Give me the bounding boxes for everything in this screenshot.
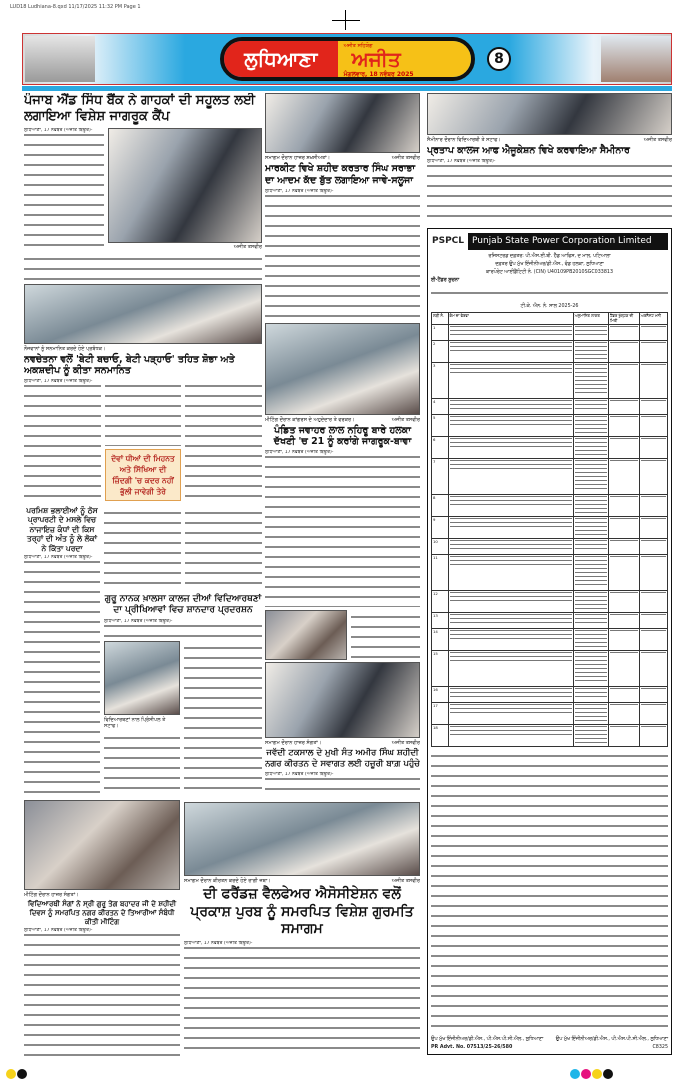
work-description xyxy=(450,630,572,642)
row-number: 3 xyxy=(432,363,449,399)
row-number: 1 xyxy=(432,325,449,341)
navchetna-headline: ਨਵਚੇਤਨਾ ਵਲੋਂ 'ਬੇਟੀ ਬਚਾਓ, ਬੇਟੀ ਪੜ੍ਹਾਓ' ਤਹਿਤ ਸ਼ੋਭਾ ਅਤੇ ਅਕਸ਼ਦੀਪ ਨੂੰ ਕੀਤਾ ਸਨਮਾਨਿਤ xyxy=(24,353,235,377)
friends-credit: ਅਜੀਤ ਤਸਵੀਰ xyxy=(391,878,420,884)
ad-code: C8325 xyxy=(652,1045,668,1050)
navchetna-caption: ਨੌਜਵਾਨਾਂ ਨੂੰ ਸਨਮਾਨਿਤ ਕਰਦੇ ਹੋਏ ਪ੍ਰਬੰਧਕ। xyxy=(24,345,106,352)
tender-row xyxy=(432,539,668,555)
friends-column xyxy=(184,802,420,1058)
clock-tower-photo xyxy=(601,36,671,82)
opening-date xyxy=(610,704,638,708)
opening-date xyxy=(610,460,638,464)
row-number: 6 xyxy=(432,437,449,459)
ad-company-name: Punjab State Power Corporation Limited xyxy=(468,233,668,250)
tender-row xyxy=(432,341,668,363)
page-number: 8 xyxy=(487,47,511,71)
earnest-money xyxy=(641,326,666,330)
earnest-money xyxy=(641,496,666,500)
sarabha-credit: ਅਜੀਤ ਤਸਵੀਰ xyxy=(391,155,420,161)
earnest-money xyxy=(641,630,666,634)
tender-row xyxy=(432,613,668,629)
masthead-logo xyxy=(220,37,475,81)
earnest-money xyxy=(641,652,666,656)
tender-row xyxy=(432,555,668,591)
opening-date xyxy=(610,496,638,500)
opening-date xyxy=(610,556,638,560)
ad-office-line: ਕਾਰਪੋਰੇਟ ਆਈਡੈਂਟਿਟੀ ਨੰ. (CIN) U40109PB2010SGC033813 xyxy=(486,270,613,275)
color-registration-marks xyxy=(570,1064,614,1083)
earnest-money xyxy=(641,438,666,442)
tender-row xyxy=(432,687,668,703)
row-number: 10 xyxy=(432,539,449,555)
tender-row xyxy=(432,415,668,437)
opening-date xyxy=(610,540,638,544)
print-slug: LUD18 Ludhiana-8.qxd 11/17/2025 11:32 PM Page 1 xyxy=(10,4,141,10)
kirtan-headline: ਵਿਦਿਆਰਥੀ ਸੰਗਾਂ ਨੇ ਸ੍ਰੀ ਗੁਰੂ ਤੇਗ ਬਹਾਦਰ ਜੀ ਦੇ ਸ਼ਹੀਦੀ ਦਿਵਸ ਨੂੰ ਸਮਰਪਿਤ ਨਗਰ ਕੀਰਤਨ ਦੇ ਤਿਆਰੀਆਂ ਸੰਬੰਧੀ ਕੀਤੀ ਮੀਟਿੰਗ xyxy=(27,900,177,926)
bank-body: ਲੁਧਿਆਣਾ, 17 ਨਵੰਬਰ (ਅਜੀਤ ਬਿਊਰੋ)- xyxy=(24,128,104,250)
earnest-money xyxy=(641,592,666,596)
nehru-photo xyxy=(265,323,420,415)
color-registration-marks xyxy=(6,1064,28,1083)
earnest-money xyxy=(641,416,666,420)
col-header: ਲੜੀ ਨੰ. xyxy=(432,313,449,325)
gnk-caption: ਵਿਦਿਆਰਥਣਾਂ ਨਾਲ ਪ੍ਰਿੰਸੀਪਲ ਤੇ ਸਟਾਫ। xyxy=(104,716,166,729)
tender-row xyxy=(432,651,668,687)
kirtan-column xyxy=(24,800,180,1058)
friends-body: ਲੁਧਿਆਣਾ, 17 ਨਵੰਬਰ (ਅਜੀਤ ਬਿਊਰੋ)- xyxy=(184,941,420,1059)
col-header: ਟੈਂਡਰ ਖੁੱਲ੍ਹਣ ਦੀ ਮਿਤੀ xyxy=(609,313,640,325)
row-number: 7 xyxy=(432,459,449,495)
tender-row xyxy=(432,437,668,459)
masthead xyxy=(22,33,672,85)
earnest-money xyxy=(641,342,666,346)
work-description xyxy=(450,704,572,716)
tender-row xyxy=(432,363,668,399)
sarabha-body: ਲੁਧਿਆਣਾ, 17 ਨਵੰਬਰ (ਅਜੀਤ ਬਿਊਰੋ)- xyxy=(265,189,420,321)
pratap-column xyxy=(427,93,672,225)
sarabha-caption: ਸਮਾਗਮ ਦੌਰਾਨ ਹਾਜ਼ਰ ਸ਼ਖ਼ਸੀਅਤਾਂ। xyxy=(265,155,331,161)
parmish-body: ਲੁਧਿਆਣਾ, 17 ਨਵੰਬਰ (ਅਜੀਤ ਬਿਊਰੋ)- xyxy=(24,555,100,796)
friends-headline: ਦੀ ਫਰੈਂਡਜ਼ ਵੈਲਫੇਅਰ ਐਸੋਸੀਏਸ਼ਨ ਵਲੋਂ ਪ੍ਰਕਾਸ਼ ਪੁਰਬ ਨੂੰ ਸਮਰਪਿਤ ਵਿਸ਼ੇਸ਼ ਗੁਰਮਤਿ ਸਮਾਗਮ xyxy=(190,886,414,937)
bank-credit: ਅਜੀਤ ਤਸਵੀਰ xyxy=(233,243,262,250)
nehru-body: ਲੁਧਿਆਣਾ, 17 ਨਵੰਬਰ (ਅਜੀਤ ਬਿਊਰੋ)- xyxy=(265,450,420,608)
ad-office-line: ਦਫ਼ਤਰ ਉਪ ਮੁੱਖ ਇੰਜੀਨੀਅਰ/ਡੀ.ਐਸ., ਵੰਡ ਹਲਕਾ, ਲੁਧਿਆਣਾ xyxy=(495,262,604,267)
work-description xyxy=(450,592,572,604)
col-header: ਕੰਮ ਦਾ ਵੇਰਵਾ xyxy=(448,313,573,325)
masthead-city: ਲੁਧਿਆਣਾ xyxy=(224,41,338,77)
tender-row xyxy=(432,325,668,341)
ad-pr-number: PR Advt. No. 07513/25-26/580 xyxy=(431,1045,513,1050)
estimated-cost xyxy=(575,460,607,492)
jawaddi-photo xyxy=(265,662,420,738)
work-description xyxy=(450,342,572,354)
estimated-cost xyxy=(575,652,607,684)
navchetna-body-2 xyxy=(105,379,182,447)
tender-row xyxy=(432,495,668,517)
estimated-cost xyxy=(575,630,607,648)
earnest-money xyxy=(641,540,666,544)
row-number: 11 xyxy=(432,555,449,591)
opening-date xyxy=(610,364,638,368)
row-number: 16 xyxy=(432,687,449,703)
opening-date xyxy=(610,400,638,404)
work-description xyxy=(450,438,572,450)
work-description xyxy=(450,326,572,338)
opening-date xyxy=(610,518,638,522)
parmish-column xyxy=(24,506,100,796)
estimated-cost xyxy=(575,518,607,536)
left-upper-column xyxy=(24,93,262,501)
row-number: 14 xyxy=(432,629,449,651)
opening-date xyxy=(610,592,638,596)
work-description xyxy=(450,556,572,568)
earnest-money xyxy=(641,364,666,368)
row-number: 4 xyxy=(432,399,449,415)
tender-table xyxy=(431,312,668,747)
masthead-rule xyxy=(22,86,672,91)
masthead-date: ਮੰਗਲਵਾਰ, 18 ਨਵੰਬਰ 2025 xyxy=(343,71,414,78)
jawaddi-credit: ਅਜੀਤ ਤਸਵੀਰ xyxy=(391,740,420,747)
nehru-caption: ਮੀਟਿੰਗ ਦੌਰਾਨ ਕਾਂਗਰਸ ਦੇ ਅਹੁਦੇਦਾਰ ਤੇ ਵਰਕਰ। xyxy=(265,416,355,423)
work-description xyxy=(450,688,572,700)
gnk-body: ਲੁਧਿਆਣਾ, 17 ਨਵੰਬਰ (ਅਜੀਤ ਬਿਊਰੋ)- xyxy=(104,619,262,639)
opening-date xyxy=(610,416,638,420)
gnk-body-2 xyxy=(184,641,262,797)
gnk-headline: ਗੁਰੂ ਨਾਨਕ ਖ਼ਾਲਸਾ ਕਾਲਜ ਦੀਆਂ ਵਿਦਿਆਰਥਣਾਂ ਦਾ ਪ੍ਰੀਖਿਆਵਾਂ ਵਿਚ ਸ਼ਾਨਦਾਰ ਪ੍ਰਦਰਸ਼ਨ xyxy=(104,594,262,616)
tender-row xyxy=(432,703,668,725)
parmish-headline: ਪਰਮਿਸ਼ ਭਲਾਈਆਂ ਨੂੰ ਠੋਸ ਪ੍ਰਾਪਰਟੀ ਦੇ ਮਸਲੇ ਵਿਚ ਨਾਜਾਇਜ਼ ਕੰਧਾਂ ਦੀ ਕਿਸ ਤਰ੍ਹਾਂ ਦੀ ਅੰਤ ਨੂੰ ਲੇ ਲੋਕਾਂ ਨੇ ਕਿੱਤਾ ਪਰਦਾ xyxy=(26,506,98,553)
masthead-small-label: ਅਜੀਤ ਸਹਿਯੋਗ xyxy=(343,43,373,49)
opening-date xyxy=(610,342,638,346)
crop-mark xyxy=(332,20,360,21)
pratap-caption: ਸੈਮੀਨਾਰ ਦੌਰਾਨ ਵਿਦਿਆਰਥੀ ਤੇ ਸਟਾਫ। xyxy=(427,137,501,143)
navchetna-body-4 xyxy=(104,506,181,592)
estimated-cost xyxy=(575,326,607,338)
row-number: 5 xyxy=(432,415,449,437)
jawaddi-caption: ਸਮਾਗਮ ਦੌਰਾਨ ਹਾਜ਼ਰ ਸੰਗਤਾਂ। xyxy=(265,740,322,747)
nehru-credit: ਅਜੀਤ ਤਸਵੀਰ xyxy=(391,416,420,423)
kirtan-photo xyxy=(24,800,180,890)
estimated-cost xyxy=(575,342,607,360)
opening-date xyxy=(610,726,638,730)
tender-row xyxy=(432,399,668,415)
opening-date xyxy=(610,438,638,442)
pspcl-logo: PSPCL xyxy=(432,236,465,246)
tender-row xyxy=(432,591,668,613)
work-description xyxy=(450,518,572,530)
estimated-cost xyxy=(575,704,607,722)
nehru-headline: ਪੰਡਿਤ ਜਵਾਹਰ ਲਾਲ ਨਹਿਰੂ ਬਾਰੇ ਹਲਕਾ ਦੱਖਣੀ 'ਚ 21 ਨੂੰ ਕਰਾਂਗੇ ਜਾਗਰੂਕ-ਬਾਵਾ xyxy=(273,424,412,448)
ad-intro xyxy=(431,286,668,302)
friends-caption: ਸਮਾਗਮ ਦੌਰਾਨ ਕੀਰਤਨ ਕਰਦੇ ਹੋਏ ਰਾਗੀ ਜਥਾ। xyxy=(184,878,271,884)
estimated-cost xyxy=(575,614,607,626)
work-description xyxy=(450,496,572,508)
tender-row xyxy=(432,517,668,539)
earnest-money xyxy=(641,704,666,708)
estimated-cost xyxy=(575,556,607,588)
bank-body-2 xyxy=(24,252,262,282)
tender-row xyxy=(432,725,668,747)
friends-photo xyxy=(184,802,420,876)
kirtan-body: ਲੁਧਿਆਣਾ, 17 ਨਵੰਬਰ (ਅਜੀਤ ਬਿਊਰੋ)- xyxy=(24,928,180,1058)
sarabha-photo xyxy=(265,93,420,153)
estimated-cost xyxy=(575,364,607,396)
work-description xyxy=(450,416,572,428)
earnest-money xyxy=(641,614,666,618)
pratap-headline: ਪ੍ਰਤਾਪ ਕਾਲਜ ਆਫ ਐਜੂਕੇਸ਼ਨ ਵਿਖੇ ਕਰਵਾਇਆ ਸੈਮੀਨਾਰ xyxy=(427,145,630,156)
work-description xyxy=(450,540,572,552)
col-header: ਅਰਨੈਸਟ ਮਨੀ xyxy=(639,313,667,325)
nehru-photo-2 xyxy=(265,610,347,660)
gnk-body-3 xyxy=(104,731,180,797)
work-description xyxy=(450,726,572,738)
estimated-cost xyxy=(575,416,607,434)
ad-signatory-right: ਉਪ ਮੁੱਖ ਇੰਜੀਨੀਅਰ/ਡੀ.ਐਸ., ਪੀ.ਐਸ.ਪੀ.ਸੀ.ਐਲ., ਲੁਧਿਆਣਾ xyxy=(555,1037,668,1042)
jawaddi-body: ਲੁਧਿਆਣਾ, 17 ਨਵੰਬਰ (ਅਜੀਤ ਬਿਊਰੋ)- xyxy=(265,772,420,798)
opening-date xyxy=(610,614,638,618)
earnest-money xyxy=(641,460,666,464)
tender-row xyxy=(432,459,668,495)
ad-table-title: ਟੀ.ਕੇ. ਐਨ. ਨੰ. ਸਾਲ 2025-26 xyxy=(520,304,579,309)
estimated-cost xyxy=(575,592,607,610)
masthead-brand: ਅਜੀਤ xyxy=(351,47,401,71)
pratap-credit: ਅਜੀਤ ਤਸਵੀਰ xyxy=(643,137,672,143)
sarabha-headline: ਮਾਰਕੀਟ ਵਿਖੇ ਸ਼ਹੀਦ ਕਰਤਾਰ ਸਿੰਘ ਸਰਾਭਾ ਦਾ ਆਦਮ ਕੱਦ ਬੁੱਤ ਲਗਾਇਆ ਜਾਵੇ-ਸਲੂਜਾ xyxy=(265,163,416,186)
col-header: ਅਨੁਮਾਨਿਤ ਲਾਗਤ xyxy=(573,313,608,325)
kirtan-caption: ਮੀਟਿੰਗ ਦੌਰਾਨ ਹਾਜ਼ਰ ਸੰਗਤਾਂ। xyxy=(24,892,79,898)
earnest-money xyxy=(641,400,666,404)
row-number: 18 xyxy=(432,725,449,747)
row-number: 15 xyxy=(432,651,449,687)
work-description xyxy=(450,614,572,626)
earnest-money xyxy=(641,556,666,560)
middle-column xyxy=(265,93,420,798)
bank-photo xyxy=(108,128,262,243)
navchetna-body: ਲੁਧਿਆਣਾ, 17 ਨਵੰਬਰ (ਅਜੀਤ ਬਿਊਰੋ)- xyxy=(24,379,101,501)
navchetna-body-5 xyxy=(185,506,262,592)
row-number: 12 xyxy=(432,591,449,613)
nehru-body-2 xyxy=(351,610,420,660)
row-number: 17 xyxy=(432,703,449,725)
estimated-cost xyxy=(575,540,607,552)
opening-date xyxy=(610,652,638,656)
estimated-cost xyxy=(575,400,607,412)
statue-photo xyxy=(25,36,95,82)
opening-date xyxy=(610,688,638,692)
earnest-money xyxy=(641,688,666,692)
ad-signatory-left: ਉਪ ਮੁੱਖ ਇੰਜੀਨੀਅਰ/ਡੀ.ਐਸ., ਪੀ.ਐਸ.ਪੀ.ਸੀ.ਐਲ., ਲੁਧਿਆਣਾ xyxy=(431,1037,544,1042)
row-number: 8 xyxy=(432,495,449,517)
row-number: 13 xyxy=(432,613,449,629)
opening-date xyxy=(610,326,638,330)
gnk-column xyxy=(104,506,262,796)
earnest-money xyxy=(641,726,666,730)
pspcl-tender-ad xyxy=(427,228,672,1055)
pratap-photo xyxy=(427,93,672,135)
row-number: 2 xyxy=(432,341,449,363)
jawaddi-headline: ਜਵੱਦੀ ਟਕਸਾਲ ਦੇ ਮੁਖੀ ਸੰਤ ਅਮੀਰ ਸਿੰਘ ਸ਼ਹੀਦੀ ਨਗਰ ਕੀਰਤਨ ਦੇ ਸਵਾਗਤ ਲਈ ਹਜ਼ੂਰੀ ਬਾਗ਼ ਪਹੁੰਚੇ xyxy=(265,748,420,770)
tender-row xyxy=(432,629,668,651)
navchetna-photo xyxy=(24,284,262,344)
ad-tender-heading: ਈ-ਟੈਂਡਰ ਸੂਚਨਾ xyxy=(431,278,460,283)
estimated-cost xyxy=(575,726,607,744)
estimated-cost xyxy=(575,438,607,456)
row-number: 9 xyxy=(432,517,449,539)
work-description xyxy=(450,400,572,412)
pratap-body: ਲੁਧਿਆਣਾ, 17 ਨਵੰਬਰ (ਅਜੀਤ ਬਿਊਰੋ)- xyxy=(427,159,672,225)
gnk-photo xyxy=(104,641,180,715)
earnest-money xyxy=(641,518,666,522)
bank-headline: ਪੰਜਾਬ ਐਂਡ ਸਿੰਧ ਬੈਂਕ ਨੇ ਗਾਹਕਾਂ ਦੀ ਸਹੂਲਤ ਲਈ ਲਗਾਇਆ ਵਿਸ਼ੇਸ਼ ਜਾਗਰੂਕ ਕੈਂਪ xyxy=(24,93,256,125)
estimated-cost xyxy=(575,688,607,700)
work-description xyxy=(450,652,572,664)
work-description xyxy=(450,364,572,376)
ad-terms xyxy=(431,749,668,1035)
work-description xyxy=(450,460,572,472)
ad-office-line: ਰਜਿਸਟਰਡ ਦਫ਼ਤਰ: ਪੀ.ਐਸ.ਈ.ਬੀ. ਹੈੱਡ ਆਫਿਸ, ਦ ਮਾਲ, ਪਟਿਆਲਾ xyxy=(488,254,611,259)
estimated-cost xyxy=(575,496,607,514)
pull-quote: ਦੋਵਾਂ ਧੀਆਂ ਦੀ ਮਿਹਨਤ ਅਤੇ ਸਿੱਖਿਆ ਦੀ ਜ਼ਿੰਦਗੀ 'ਚ ਕਦਰ ਨਹੀਂ ਭੁੱਲੀ ਜਾਵੇਗੀ ਤੇਰੇ xyxy=(105,449,182,501)
opening-date xyxy=(610,630,638,634)
navchetna-body-3 xyxy=(185,379,262,501)
